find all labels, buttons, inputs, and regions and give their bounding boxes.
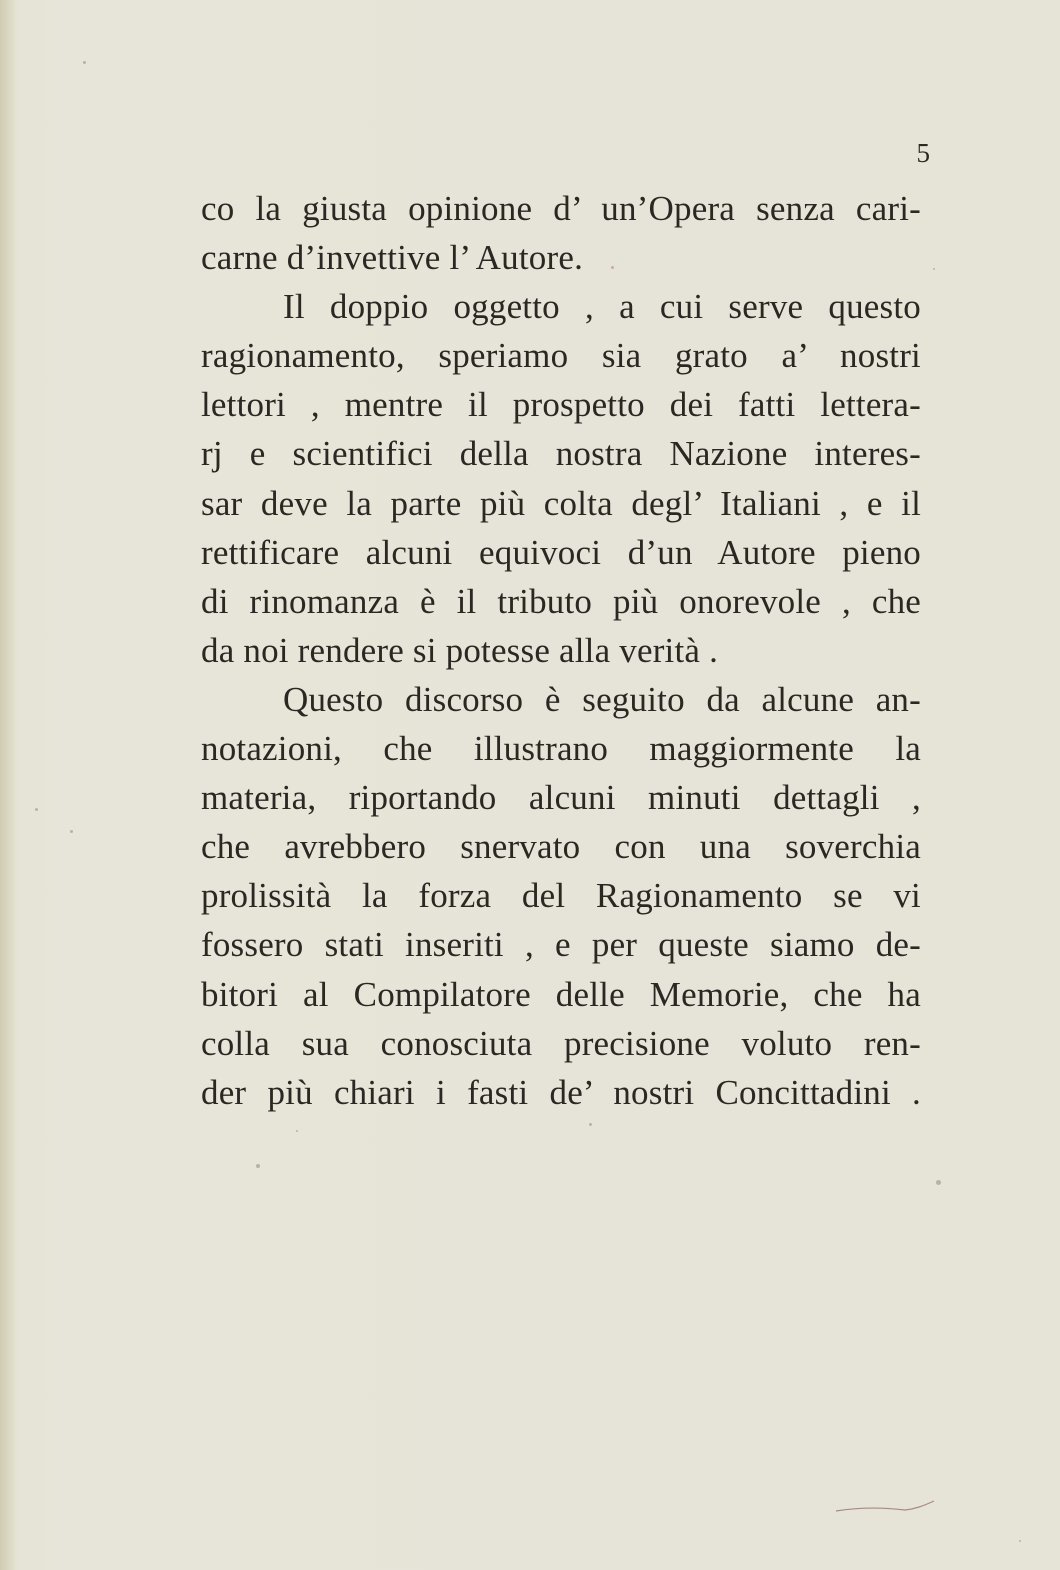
text-line: ragionamento, speriamo sia grato a’ nostri (201, 336, 921, 376)
paper-speck (83, 61, 86, 64)
paper-speck (933, 268, 935, 270)
text-line: colla sua conosciuta precisione voluto ren- (201, 1023, 921, 1063)
text-line: da noi rendere si potesse alla verità . (201, 630, 719, 670)
paragraph (201, 675, 921, 1117)
text-line: Il doppio oggetto , a cui serve questo (283, 287, 921, 327)
text-line: notazioni, che illustrano maggiormente la (201, 729, 921, 769)
text-line: materia, riportando alcuni minuti dettagli , (201, 778, 921, 818)
paragraph (201, 282, 921, 675)
paper-speck (1019, 1540, 1021, 1542)
paper-speck (256, 1164, 260, 1168)
text-line: prolissità la forza del Ragionamento se vi (201, 876, 921, 916)
text-line: Questo discorso è seguito da alcune an- (283, 679, 921, 719)
text-line: rj e scientifici della nostra Nazione interes- (201, 434, 921, 474)
text-line: bitori al Compilatore delle Memorie, che ha (201, 974, 921, 1014)
text-line: carne d’invettive l’ Autore. (201, 238, 584, 278)
text-line: rettificare alcuni equivoci d’un Autore pieno (201, 532, 921, 572)
paper-speck (70, 830, 73, 833)
text-line: fossero stati inseriti , e per queste siamo de- (201, 925, 921, 965)
paper-crease-mark (835, 1500, 935, 1514)
paper-speck (296, 1130, 298, 1132)
text-line: sar deve la parte più colta degl’ Italiani , e il (201, 483, 921, 523)
paper-speck (35, 808, 38, 811)
paper-speck (936, 1180, 941, 1185)
page-gutter-shadow (0, 0, 16, 1570)
text-line: che avrebbero snervato con una soverchia (201, 827, 921, 867)
body-text (201, 184, 921, 1117)
text-line: lettori , mentre il prospetto dei fatti lettera- (201, 385, 921, 425)
page-number: 5 (916, 138, 930, 168)
paper-speck (589, 1123, 592, 1126)
paragraph (201, 184, 921, 282)
text-line: der più chiari i fasti de’ nostri Concittadini . (201, 1072, 921, 1112)
text-line: di rinomanza è il tributo più onorevole , che (201, 581, 921, 621)
text-line: co la giusta opinione d’ un’Opera senza cari- (201, 189, 921, 228)
